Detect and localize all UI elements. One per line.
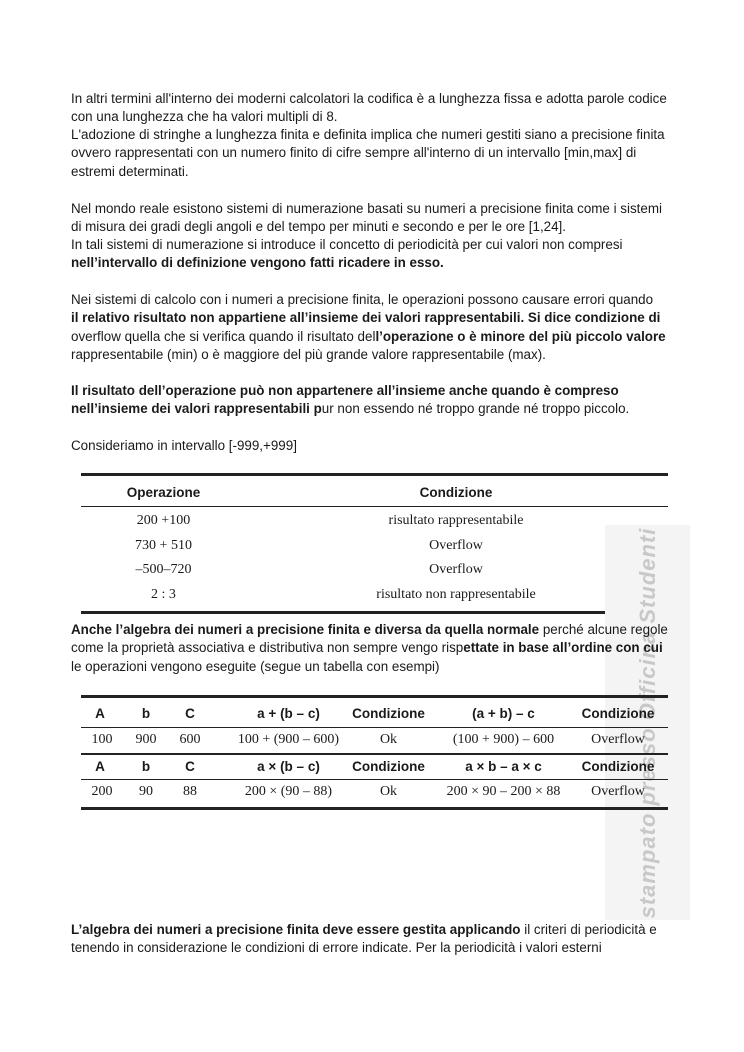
paragraph-3: Nel mondo reale esistono sistemi di numerazione basati su numeri a precisione finita come i sistemi di misura dei gradi degli angoli e del tempo per minuti e secondo e per le ore [1,24]. [71, 201, 662, 235]
cell-condizione: risultato rappresentabile [388, 513, 524, 528]
cell-condizione: risultato non rappresentabile [376, 587, 536, 602]
paragraph-1: In altri termini all'interno dei moderni calcolatori la codifica è a lunghezza fissa e adotta parole codice con una lunghezza che ha valori multipli di 8. [71, 91, 667, 125]
paragraph-6-line-1: Il risultato dell’operazione può non appartenere all’insieme anche quando è compreso [71, 383, 619, 398]
header-cell: A [95, 706, 105, 721]
paragraph-5-line-3a: overflow quella che si verifica quando il risultato del [71, 328, 376, 344]
header-cell: Condizione [352, 706, 425, 721]
paragraph-5-line-4: rappresentabile (min) o è maggiore del più grande valore rappresentabile (max). [71, 346, 546, 362]
algebra-table-header-2 [81, 755, 668, 781]
paragraph-4-line-1: In tali sistemi di numerazione si introduce il concetto di periodicità per cui valori non compresi [71, 237, 623, 252]
cell-condizione: Overflow [429, 538, 483, 553]
table-cell: 90 [139, 784, 153, 799]
cell-operazione: 730 + 510 [135, 538, 192, 553]
paragraph-9-bold: L’algebra dei numeri a precisione finita deve essere gestita applicando [71, 922, 521, 937]
paragraph-8-line-3: le operazioni vengono eseguite (segue un tabella con esempi) [71, 658, 440, 674]
paragraph-6 [71, 382, 671, 419]
paragraph-9-normal: il criteri di periodicità e [520, 922, 657, 937]
watermark-text: stampato presso Officina Studenti [634, 527, 660, 918]
paragraph-8-bold-1: Anche l’algebra dei numeri a precisione finita e diversa da quella normale [71, 622, 540, 637]
paragraph-5 [71, 291, 671, 364]
header-cell: Condizione [352, 759, 425, 774]
table-cell: 88 [183, 784, 197, 799]
paragraph-7: Consideriamo in intervallo [-999,+999] [71, 438, 297, 453]
paragraph-6-line-2b: ur non essendo né troppo grande né troppo piccolo. [321, 401, 630, 417]
paragraph-4 [71, 236, 671, 273]
paragraph-8 [71, 621, 671, 676]
operations-table [81, 473, 668, 614]
table-row [81, 585, 668, 609]
algebra-table [81, 695, 668, 810]
paragraph-2: L'adozione di stringhe a lunghezza finita e definita implica che numeri gestiti siano a precisione finita ovvero rappresentati con un numero finito di cifre sempre all'interno di un intervallo [min,max] di estremi determinati. [71, 127, 665, 179]
table-cell: 600 [179, 732, 201, 747]
table-cell: 200 × (90 – 88) [244, 784, 333, 799]
cell-operazione: 2 : 3 [151, 587, 176, 602]
table-cell: Ok [379, 784, 398, 799]
header-condizione: Condizione [419, 485, 493, 500]
paragraph-9 [71, 921, 671, 958]
table-row [81, 560, 668, 584]
table-cell: 100 + (900 – 600) [237, 732, 340, 747]
header-cell: A [95, 759, 105, 774]
operations-table-header [81, 482, 668, 507]
paragraph-5-line-1: Nei sistemi di calcolo con i numeri a precisione finita, le operazioni possono causare errori quando [71, 292, 654, 307]
table-cell: 200 [91, 784, 113, 799]
cell-operazione: –500–720 [135, 562, 192, 577]
table-cell: Ok [379, 732, 398, 747]
cell-condizione: Overflow [429, 562, 483, 577]
table-row [81, 728, 668, 754]
paragraph-9-line-2: tenendo in considerazione le condizioni di errore indicate. Per la periodicità i valori esterni [71, 940, 602, 956]
header-operazione: Operazione [126, 485, 201, 500]
header-cell: (a + b) – c [472, 706, 535, 721]
paragraph-8-normal-1: perché alcune regole come la proprietà associativa e distributiva non sempre vengo risp [71, 622, 668, 656]
header-cell: a × (b – c) [257, 759, 320, 774]
table-row [81, 536, 668, 560]
table-cell: Overflow [591, 784, 645, 799]
cell-operazione: 200 +100 [136, 513, 191, 528]
header-cell: C [185, 706, 195, 721]
table-row [81, 780, 668, 806]
header-cell: C [185, 759, 195, 774]
table-cell: 900 [135, 732, 157, 747]
header-cell: b [141, 759, 151, 774]
paragraph-5-line-3b: l’operazione o è minore del più piccolo valore [375, 328, 666, 344]
header-cell: b [141, 706, 151, 721]
header-cell: a × b – a × c [465, 759, 542, 774]
header-cell: Condizione [581, 706, 655, 721]
paragraph-8-bold-2: ettate in base all’ordine con cui [463, 640, 663, 656]
table-cell: 200 × 90 – 200 × 88 [446, 784, 561, 799]
paragraph-6-line-2a: nell’insieme dei valori rappresentabili p [71, 401, 322, 417]
table-cell: Overflow [591, 732, 645, 747]
paragraph-5-line-2: il relativo risultato non appartiene all’insieme dei valori rappresentabili. Si dice condizione di [71, 310, 661, 326]
header-cell: a + (b – c) [257, 706, 320, 721]
table-cell: 100 [91, 732, 113, 747]
header-cell: Condizione [581, 759, 655, 774]
paragraph-4-line-2: nell’intervallo di definizione vengono fatti ricadere in esso. [71, 255, 444, 271]
table-cell: (100 + 900) – 600 [452, 732, 555, 747]
table-row [81, 511, 668, 535]
algebra-table-header-1 [81, 702, 668, 728]
